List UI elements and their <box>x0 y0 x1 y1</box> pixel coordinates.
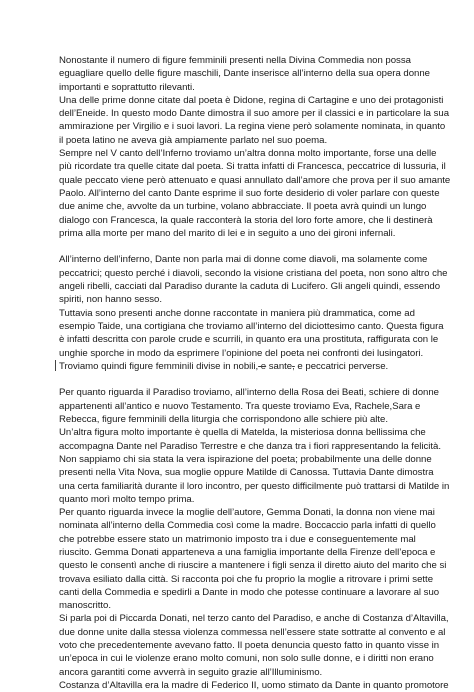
text-line: Una delle prime donne citate dal poeta è Didone, regina di Cartagine e uno dei protagonisti <box>59 94 444 106</box>
text-line: dialogo con Francesca, la quale racconterà la storia del loro forte amore, che li destinerà <box>59 214 433 226</box>
text-line: esempio Taide, una cortigiana che troviamo all’interno del diciottesimo canto. Questa figura <box>59 320 444 332</box>
text-line: Sempre nel V canto dell’Inferno troviamo un’altra donna molto importante, forse una delle <box>59 148 437 160</box>
deleted-text: , <box>292 360 295 372</box>
text-line: appartenenti all’antico e nuovo Testamento. Tra queste troviamo Eva, Rachele,Sara e <box>59 400 421 412</box>
deleted-text: e <box>258 360 267 372</box>
text-segment: sante <box>266 360 293 372</box>
text-line: All’interno dell’inferno, Dante non parla mai di donne come diavoli, ma solamente come <box>59 254 428 266</box>
text-line: trovava esiliato dalla città. Si racconta poi che fu proprio la moglie a ritrovare i primi sette <box>59 573 434 585</box>
text-cursor <box>55 360 56 371</box>
text-line: Si parla poi di Piccarda Donati, nel terzo canto del Paradiso, e anche di Costanza d’Altavilla, <box>59 613 449 625</box>
edited-text-line[interactable] <box>59 360 461 373</box>
text-line: manoscritto. <box>59 600 112 612</box>
text-line: riuscito. Gemma Donati apparteneva a una famiglia importante della Firenze dell’epoca e <box>59 546 436 558</box>
text-line: Rebecca, figure femminili della liturgia che corrispondono alle schiere più alte. <box>59 414 389 426</box>
text-line: ancora garantiti come avverrà in seguito grazie all’Illuminismo. <box>59 666 323 678</box>
text-line: una certa familiarità durante il loro incontro, per questo difficilmente può trattarsi di Matilde in <box>59 480 450 492</box>
text-line: è infatti descritta con parole crude e scurrili, in quanto era una prostituta, raffigurata con le <box>59 334 439 346</box>
text-line: Costanza d’Altavilla era la madre di Federico II, uomo stimato da Dante in quanto promotore <box>59 679 449 691</box>
text-line: Non sappiamo chi sia stata la vera ispirazione del poeta; probabilmente una delle donne <box>59 453 432 465</box>
text-line: presenti nella Vita Nova, sua moglie oppure Matilde di Canossa. Tuttavia Dante dimostra <box>59 467 434 479</box>
text-line: Per quanto riguarda invece la moglie dell’autore, Gemma Donati, la donna non viene mai <box>59 507 435 519</box>
text-line: due donne unite dalla stessa violenza commessa nell’essere state sottratte al convento e al <box>59 626 446 638</box>
text-line: un’epoca in cui le violenze erano molto comuni, non solo sulle donne, e i diritti non erano <box>59 653 434 665</box>
text-line: eguagliare quello delle figure maschili, Dante inserisce all’interno della sua opera donne <box>59 68 430 80</box>
text-line: quale peccato viene però attenuato e quasi annullato dall’amore che prova per il suo amante <box>59 174 451 186</box>
text-line: Tuttavia sono presenti anche donne raccontate in maniera più drammatica, come ad <box>59 307 415 319</box>
text-line: unghie sporche in modo da esprimere l’opinione del poeta nei confronti dei lusingatori. <box>59 347 424 359</box>
text-line: canti della Commedia e spedirli a Dante in modo che potesse continuare a lavorare al suo <box>59 586 440 598</box>
paragraph-break <box>59 373 461 386</box>
text-line: ammirazione per Virgilio e i suoi lavori. La regina viene però solamente nominata, in quanto <box>59 121 446 133</box>
text-line: dell’Eneide. In questo modo Dante dimostra il suo amore per il classici e in particolare la sua <box>59 108 450 120</box>
text-line: importanti e soprattutto rilevanti. <box>59 81 195 93</box>
document-page <box>59 54 461 692</box>
text-line: più ricordate tra quelle citate dal poeta. Si tratta infatti di Francesca, peccatrice di lussuria, il <box>59 161 446 173</box>
text-line: il poeta latino ne aveva già ampiamente parlato nel suo poema. <box>59 134 328 146</box>
text-line: peccatrici; questo perché i diavoli, secondo la visione cristiana del poeta, non sono altro che <box>59 267 448 279</box>
text-line: voto che precedentemente avevano fatto. Il poeta denuncia questo fatto in quanto visse in <box>59 640 440 652</box>
text-line: Per quanto riguarda il Paradiso troviamo, all’interno della Rosa dei Beati, schiere di donne <box>59 387 439 399</box>
text-line: Nonostante il numero di figure femminili presenti nella Divina Commedia non possa <box>59 55 411 66</box>
text-line: due anime che, avvolte da un turbine, volano abbracciate. Il poeta avrà quindi un lungo <box>59 201 427 213</box>
text-line: spiriti, non hanno sesso. <box>59 294 162 306</box>
text-line: Paolo. All’interno del canto Dante esprime il suo forte desiderio di voler parlare con queste <box>59 187 440 199</box>
text-line: questo le consentì anche di riuscire a mantenere i figli senza il diretto aiuto del marito che si <box>59 560 447 572</box>
text-line: nominata all’interno della Commedia così come la madre. Boccaccio parla infatti di quello <box>59 520 436 532</box>
text-line: quanto morì molto tempo prima. <box>59 493 195 505</box>
text-line: accompagna Dante nel Paradiso Terrestre e che danza tra i fiori rappresentando la felicità. <box>59 440 441 452</box>
text-line: angeli ribelli, cacciati dal Paradiso durante la caduta di Lucifero. Gli angeli quindi, essendo <box>59 281 441 293</box>
paragraph-break <box>59 240 461 253</box>
text-segment: e peccatrici perverse. <box>294 360 389 372</box>
text-line: Un’altra figura molto importante è quella di Matelda, la misteriosa donna bellissima che <box>59 427 426 439</box>
text-segment: Troviamo quindi figure femminili divise in nobili, <box>59 360 259 372</box>
text-line: che potrebbe essere stato un matrimonio imposto tra i due e conseguentemente mal <box>59 533 416 545</box>
text-line: prima alla morte per mano del marito di lei e in seguito a uno dei gironi infernali. <box>59 227 396 239</box>
